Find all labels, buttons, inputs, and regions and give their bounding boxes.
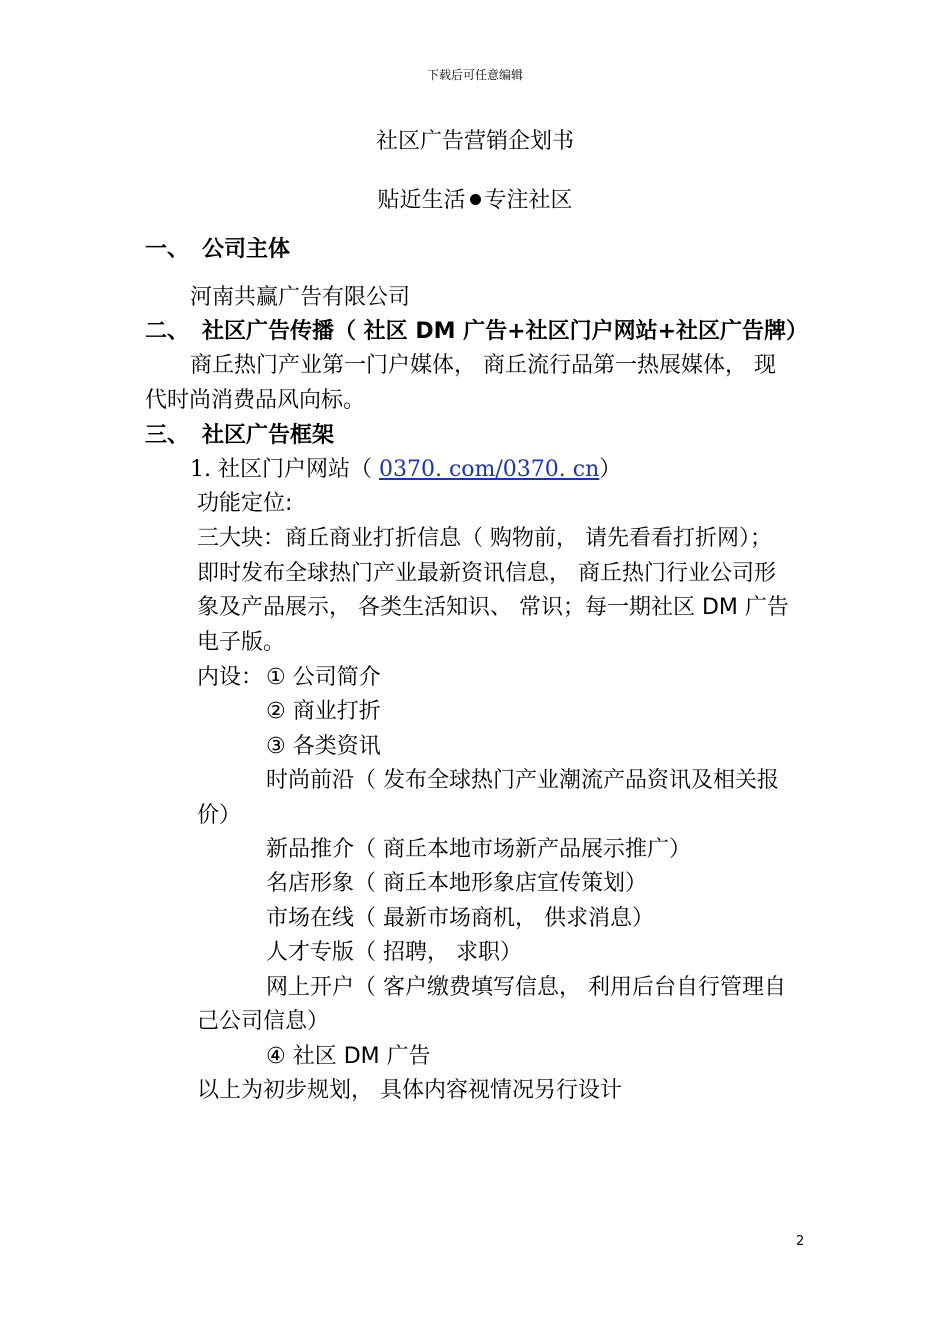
section-title: 社区广告框架 [202,423,335,448]
section-title: 社区广告传播（ 社区 DM 广告+社区门户网站+社区广告牌） [202,319,809,344]
list-item: ① 公司简介 [266,665,381,690]
paragraph-line: 电子版。 [197,630,286,655]
subtitle-right: 专注社区 [484,188,573,213]
bullet-dot-icon [470,194,481,205]
sub-item-line: 人才专版（ 招聘， 求职） [266,940,522,965]
section-number: 一、 [145,237,190,262]
paragraph-line: 三大块：商丘商业打折信息（ 购物前， 请先看看打折网）； [197,526,772,551]
page-header: 下载后可任意编辑 [426,68,523,82]
paragraph-line: 商丘热门产业第一门户媒体， 商丘流行品第一热展媒体， 现 [190,353,776,378]
section-heading-3 [145,418,334,449]
sub-item-line: 市场在线（ 最新市场商机， 供求消息） [266,906,654,931]
portal-suffix: ） [599,457,622,482]
sub-item-line: 新品推介（ 商丘本地市场新产品展示推广） [266,837,691,862]
paragraph-line: 代时尚消费品风向标。 [145,388,366,413]
inner-label: 内设： [197,665,264,690]
sub-item-line: 时尚前沿（ 发布全球热门产业潮流产品资讯及相关报 [266,768,779,793]
section-number: 二、 [145,319,190,344]
page-number: 2 [796,1234,805,1249]
paragraph-line: 象及产品展示， 各类生活知识、 常识；每一期社区 DM 广告 [197,595,789,620]
company-name: 河南共赢广告有限公司 [190,285,411,310]
sub-item-line: 己公司信息） [197,1009,330,1034]
paragraph-line: 即时发布全球热门产业最新资讯信息， 商丘热门行业公司形 [197,561,776,586]
document-title: 社区广告营销企划书 [375,129,574,154]
closing-line: 以上为初步规划， 具体内容视情况另行设计 [197,1078,622,1103]
portal-prefix: 1. 社区门户网站（ [190,457,379,482]
portal-line [190,452,621,483]
list-item: ③ 各类资讯 [266,734,381,759]
section-heading-1 [145,232,290,263]
sub-item-line: 价） [197,803,242,828]
section-heading-2 [145,314,808,345]
section-number: 三、 [145,423,190,448]
portal-link[interactable]: 0370. com/0370. cn [378,457,600,482]
list-item: ④ 社区 DM 广告 [266,1044,431,1069]
subtitle-left: 贴近生活 [377,188,466,213]
section-title: 公司主体 [202,237,291,262]
list-item: ② 商业打折 [266,699,381,724]
sub-item-line: 名店形象（ 商丘本地形象店宣传策划） [266,871,647,896]
sub-item-line: 网上开户（ 客户缴费填写信息， 利用后台自行管理自 [266,975,786,1000]
document-subtitle [0,183,950,214]
function-label: 功能定位: [197,491,293,516]
